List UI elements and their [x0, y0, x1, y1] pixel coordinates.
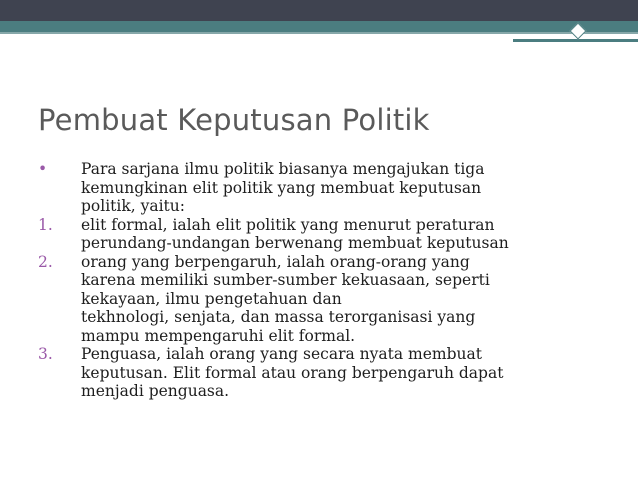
- item-line: keputusan. Elit formal atau orang berpengaruh dapat: [81, 363, 504, 382]
- numbered-item-3: [38, 345, 618, 401]
- header-dark-bar: [0, 0, 638, 21]
- number-marker: 1.: [38, 215, 53, 234]
- numbered-item-1: [38, 216, 618, 253]
- numbered-item-2: [38, 253, 618, 346]
- item-line: kekayaan, ilmu pengetahuan dan: [81, 289, 342, 308]
- number-marker: 3.: [38, 345, 53, 363]
- item-line: Penguasa, ialah orang yang secara nyata membuat: [81, 345, 482, 363]
- bullet-item-intro: [38, 160, 618, 216]
- item-line: kemungkinan elit politik yang membuat keputusan: [81, 178, 482, 197]
- item-line: politik, yaitu:: [81, 197, 185, 215]
- item-line: Para sarjana ilmu politik biasanya mengajukan tiga: [81, 160, 485, 178]
- header-teal-bar: [0, 21, 638, 32]
- item-line: tekhnologi, senjata, dan massa terorganisasi yang: [81, 308, 476, 326]
- header-accent-line: [513, 39, 638, 42]
- header-teal-line: [0, 32, 638, 34]
- item-line: orang yang berpengaruh, ialah orang-orang yang: [81, 252, 470, 271]
- item-line: perundang-undangan berwenang membuat keputusan: [81, 234, 509, 252]
- item-line: menjadi penguasa.: [81, 382, 230, 400]
- slide-title: Pembuat Keputusan Politik: [38, 103, 430, 137]
- number-marker: 2.: [38, 252, 53, 271]
- bullet-marker: •: [38, 160, 48, 178]
- item-line: karena memiliki sumber-sumber kekuasaan, seperti: [81, 271, 490, 289]
- item-line: mampu mempengaruhi elit formal.: [81, 326, 356, 345]
- item-line: elit formal, ialah elit politik yang menurut peraturan: [81, 215, 495, 234]
- slide-body: [38, 160, 618, 401]
